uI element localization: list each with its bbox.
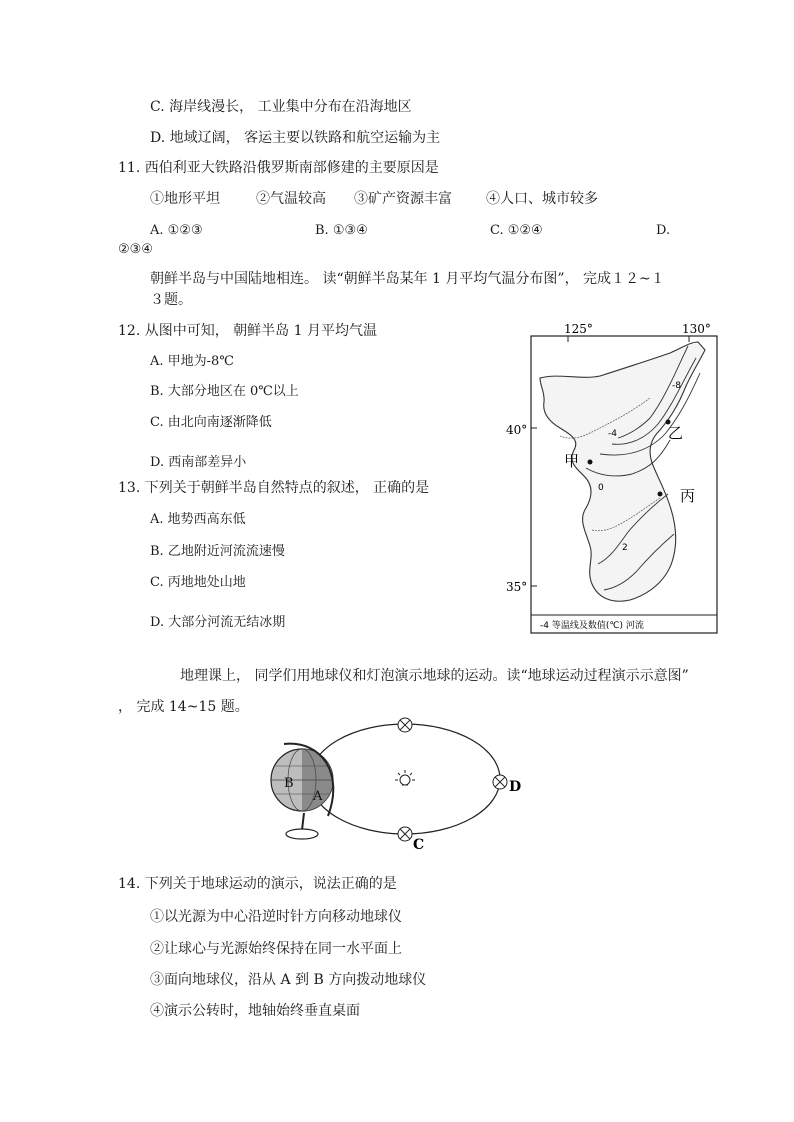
q14-item-4: ④演示公转时，地轴始终垂直桌面: [150, 1003, 360, 1019]
label-c: C: [413, 837, 425, 853]
q13-option-a: A. 地势西高东低: [150, 512, 246, 527]
orbit-demo-figure: [262, 712, 532, 854]
label-lat-40: 40°: [506, 423, 528, 437]
orbit-ellipse: [310, 724, 500, 834]
q12-option-a: A. 甲地为-8℃: [150, 354, 234, 369]
q11-option-a: A. ①②③: [150, 223, 203, 238]
q12-stem: 12. 从图中可知， 朝鲜半岛 1 月平均气温: [118, 323, 377, 339]
q11-item-2: ②气温较高: [256, 191, 326, 207]
label-lon-130: 130°: [682, 322, 711, 336]
map-legend: -4 等温线及数值(℃) 河流: [540, 621, 644, 631]
light-bulb-icon: [395, 770, 415, 785]
intro-14-15-line-1: 地理课上， 同学们用地球仪和灯泡演示地球的运动。读“地球运动过程演示示意图”: [180, 668, 689, 684]
q12-option-c: C. 由北向南逐渐降低: [150, 415, 272, 430]
korea-temperature-map: [500, 318, 720, 636]
intro-14-15-line-2: ， 完成 14~15 题。: [118, 699, 249, 715]
q11-option-c: C. ①②④: [490, 223, 543, 238]
q11-item-1: ①地形平坦: [150, 191, 220, 207]
label-a-b-b: B: [284, 776, 294, 791]
q11-option-d: D.: [656, 223, 671, 238]
orbit-globe-top: [398, 718, 412, 732]
q12-option-b: B. 大部分地区在 0℃以上: [150, 384, 299, 399]
intro-12-13-line-2: ３题。: [150, 292, 192, 308]
isotherm-value: -4: [608, 429, 617, 439]
isotherm-value: 2: [622, 543, 628, 553]
intro-12-13-line-1: 朝鲜半岛与中国陆地相连。 读“朝鲜半岛某年 1 月平均气温分布图”， 完成１２~１: [150, 271, 665, 287]
q13-stem: 13. 下列关于朝鲜半岛自然特点的叙述， 正确的是: [118, 480, 430, 496]
q14-stem: 14. 下列关于地球运动的演示，说法正确的是: [118, 876, 397, 892]
q13-option-d: D. 大部分河流无结冰期: [150, 615, 286, 630]
label-a-b-a: A: [313, 789, 323, 804]
q14-item-3: ③面向地球仪，沿从 A 到 B 方向拨动地球仪: [150, 972, 427, 988]
label-bing: 丙: [680, 487, 696, 505]
globe-on-stand: [271, 744, 333, 839]
isotherm-value: -8: [672, 381, 681, 391]
q11-option-d-content: ②③④: [118, 242, 153, 257]
q13-option-c: C. 丙地地处山地: [150, 575, 246, 590]
q11-item-4: ④人口、城市较多: [486, 191, 598, 207]
label-yi: 乙: [668, 424, 684, 442]
q14-item-2: ②让球心与光源始终保持在同一水平面上: [150, 941, 402, 957]
q11-stem: 11. 西伯利亚大铁路沿俄罗斯南部修建的主要原因是: [118, 160, 439, 176]
orbit-globe-d: [493, 775, 507, 789]
orbit-globe-c: [398, 827, 412, 841]
q14-item-1: ①以光源为中心沿逆时针方向移动地球仪: [150, 909, 402, 925]
point-bing-marker: [658, 492, 663, 497]
q10-option-d: D. 地域辽阔， 客运主要以铁路和航空运输为主: [150, 130, 441, 146]
q10-option-c: C. 海岸线漫长， 工业集中分布在沿海地区: [150, 99, 412, 115]
q11-option-b: B. ①③④: [315, 223, 368, 238]
q11-item-3: ③矿产资源丰富: [354, 191, 452, 207]
q12-option-d: D. 西南部差异小: [150, 455, 247, 470]
isotherm-value: 0: [598, 483, 604, 493]
label-lon-125: 125°: [564, 322, 593, 336]
label-jia: 甲: [564, 452, 580, 470]
point-jia-marker: [588, 460, 593, 465]
q13-option-b: B. 乙地附近河流流速慢: [150, 544, 285, 559]
label-lat-35: 35°: [506, 580, 528, 594]
label-d: D: [509, 779, 522, 795]
